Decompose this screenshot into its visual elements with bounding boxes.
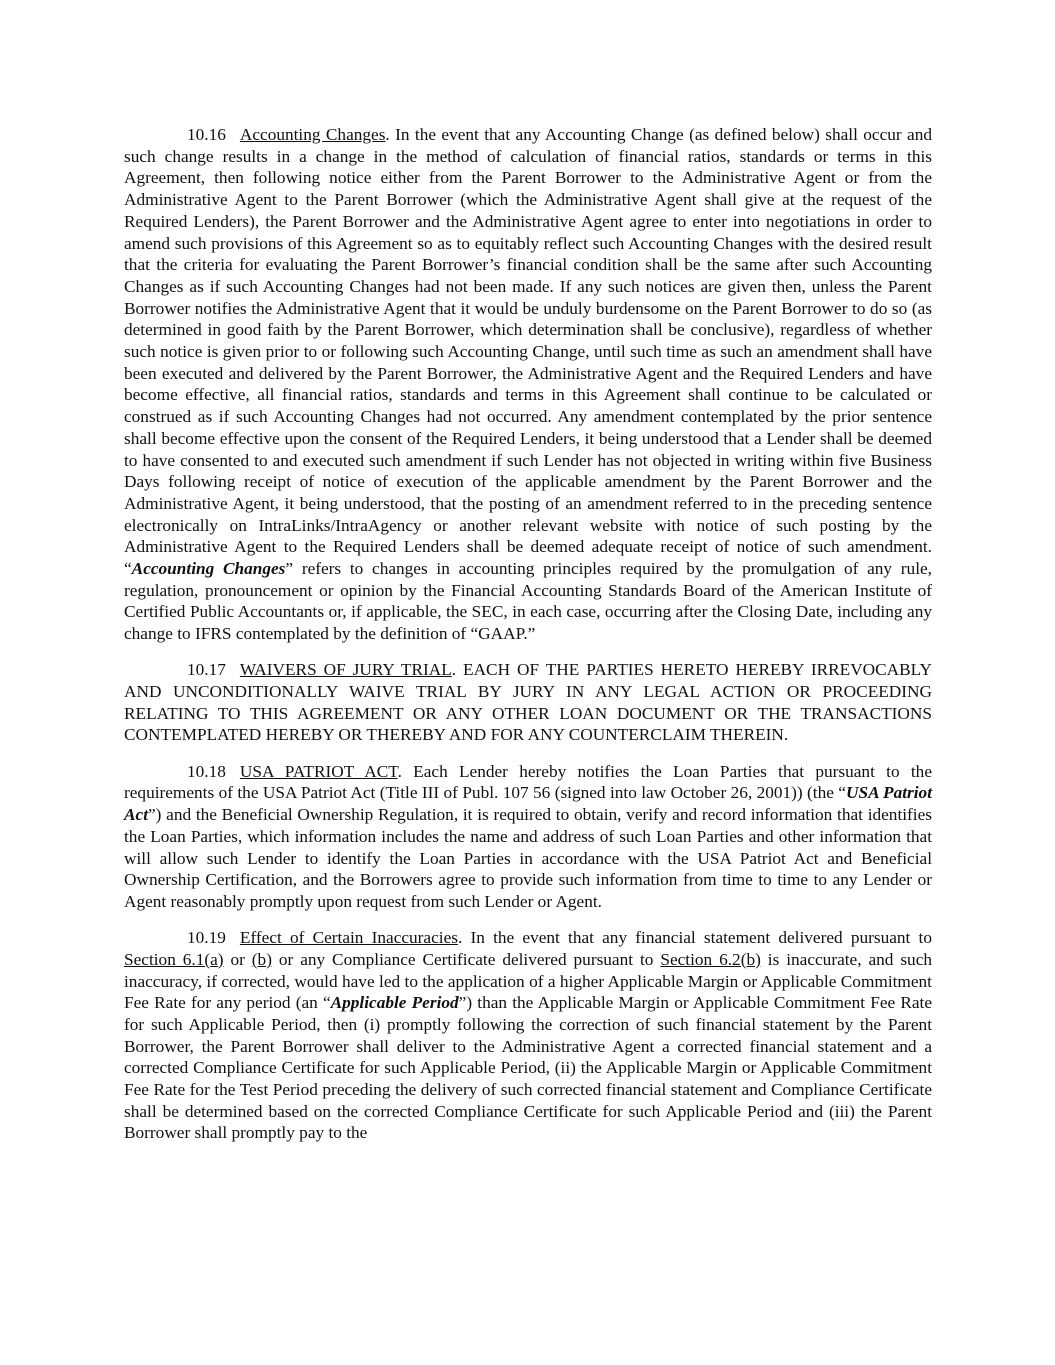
section-text: . In the event that any financial statement delivered pursuant to [457, 928, 932, 948]
defined-term: USA Patriot Act [124, 783, 933, 825]
section-number: 10.16 [187, 125, 226, 144]
section-text: or any Compliance Certificate delivered pursuant to [271, 949, 661, 969]
section-reference: Section 6.1(a) [124, 949, 224, 969]
section-heading: USA PATRIOT ACT [239, 761, 398, 781]
section-reference: Section 6.2(b) [660, 949, 761, 969]
document-page [124, 124, 932, 1159]
section-reference: (b) [251, 949, 272, 969]
section-number: 10.19 [187, 928, 226, 948]
section-text: . EACH OF THE PARTIES HERETO HEREBY IRREVOCABLY AND UNCONDITIONALLY WAIVE TRIAL BY JURY IN ANY LEGAL ACTION OR PROCEEDING RELATING TO THIS AGREEMENT OR ANY OTHER LOAN DOCUMENT OR THE TRANSACTIONS CONTEMPLATED HEREBY OR THEREBY AND FOR ANY COUNTERCLAIM THEREIN. [124, 660, 932, 745]
section-number: 10.17 [187, 660, 226, 680]
section-10-19 [124, 927, 932, 1144]
section-text: ”) than the Applicable Margin or Applicable Commitment Fee Rate for such Applicable Period, then (i) promptly following the correction of such financial statement by the Parent Borrower, the Parent Borrower shall deliver to the Administrative Agent a corrected financial statement and a corrected Compliance Certificate for such Applicable Period, (ii) the Applicable Margin or Applicable Commitment Fee Rate for the Test Period preceding the delivery of such corrected financial statement and Compliance Certificate shall be determined based on the corrected Compliance Certificate for such Applicable Period and (iii) the Parent Borrower shall promptly pay to the [124, 993, 932, 1143]
section-heading: Effect of Certain Inaccuracies [239, 928, 458, 948]
section-10-18 [124, 761, 932, 913]
section-text: ” refers to changes in accounting principles required by the promulgation of any rule, regulation, pronouncement or opinion by the Financial Accounting Standards Board of the American Institute of Certified Public Accountants or, if applicable, the SEC, in each case, occurring after the Closing Date, including any change to IFRS contemplated by the definition of “GAAP.” [124, 559, 932, 644]
section-10-16 [124, 124, 932, 645]
defined-term: Applicable Period [330, 993, 459, 1013]
section-text: . In the event that any Accounting Change (as defined below) shall occur and such change results in a change in the method of calculation of financial ratios, standards or terms in this Agreement, then following notice either from the Parent Borrower to the Administrative Agent or from the Administrative Agent to the Parent Borrower (which the Administrative Agent shall give at the request of the Required Lenders), the Parent Borrower and the Administrative Agent agree to enter into negotiations in order to amend such provisions of this Agreement so as to equitably reflect such Accounting Changes with the desired result that the criteria for evaluating the Parent Borrower’s financial condition shall be the same after such Accounting Changes as if such Accounting Changes had not been made. If any such notices are given then, unless the Parent Borrower notifies the Administrative Agent that it would be unduly burdensome on the Parent Borrower to do so (as determined in good faith by the Parent Borrower, which determination shall be conclusive), regardless of whether such notice is given prior to or following such Accounting Change, until such time as such an amendment shall have been executed and delivered by the Parent Borrower, the Administrative Agent and the Required Lenders and have become effective, all financial ratios, standards and terms in this Agreement shall continue to be calculated or construed as if such Accounting Changes had not occurred. Any amendment contemplated by the prior sentence shall become effective upon the consent of the Required Lenders, it being understood that a Lender shall be deemed to have consented to and executed such amendment if such Lender has not objected in writing within five Business Days following receipt of notice of execution of the applicable amendment by the Parent Borrower and the Administrative Agent, it being understood, that the posting of an amendment referred to in the preceding sentence electronically on IntraLinks/IntraAgency or another relevant website with notice of such posting by the Administrative Agent to the Required Lenders shall be deemed adequate receipt of notice of such amendment. “ [124, 125, 932, 579]
section-text: . Each Lender hereby notifies the Loan Parties that pursuant to the requirements of the USA Patriot Act (Title III of Publ. 107 56 (signed into law October 26, 2001)) (the “ [124, 761, 932, 803]
section-number: 10.18 [187, 761, 226, 781]
section-heading: WAIVERS OF JURY TRIAL [239, 660, 452, 680]
section-heading: Accounting Changes [239, 125, 386, 144]
defined-term: Accounting Changes [131, 559, 286, 579]
section-text: or [223, 949, 252, 969]
section-text: is inaccurate, and such inaccuracy, if corrected, would have led to the application of a higher Applicable Margin or Applicable Commitment Fee Rate for any period (an “ [124, 949, 933, 1013]
section-10-17 [124, 659, 932, 746]
section-text: ”) and the Beneficial Ownership Regulation, it is required to obtain, verify and record information that identifies the Loan Parties, which information includes the name and address of such Loan Parties and other information that will allow such Lender to identify the Loan Parties in accordance with the USA Patriot Act and Beneficial Ownership Certification, and the Borrowers agree to provide such information from time to time to any Lender or Agent reasonably promptly upon request from such Lender or Agent. [124, 805, 932, 911]
